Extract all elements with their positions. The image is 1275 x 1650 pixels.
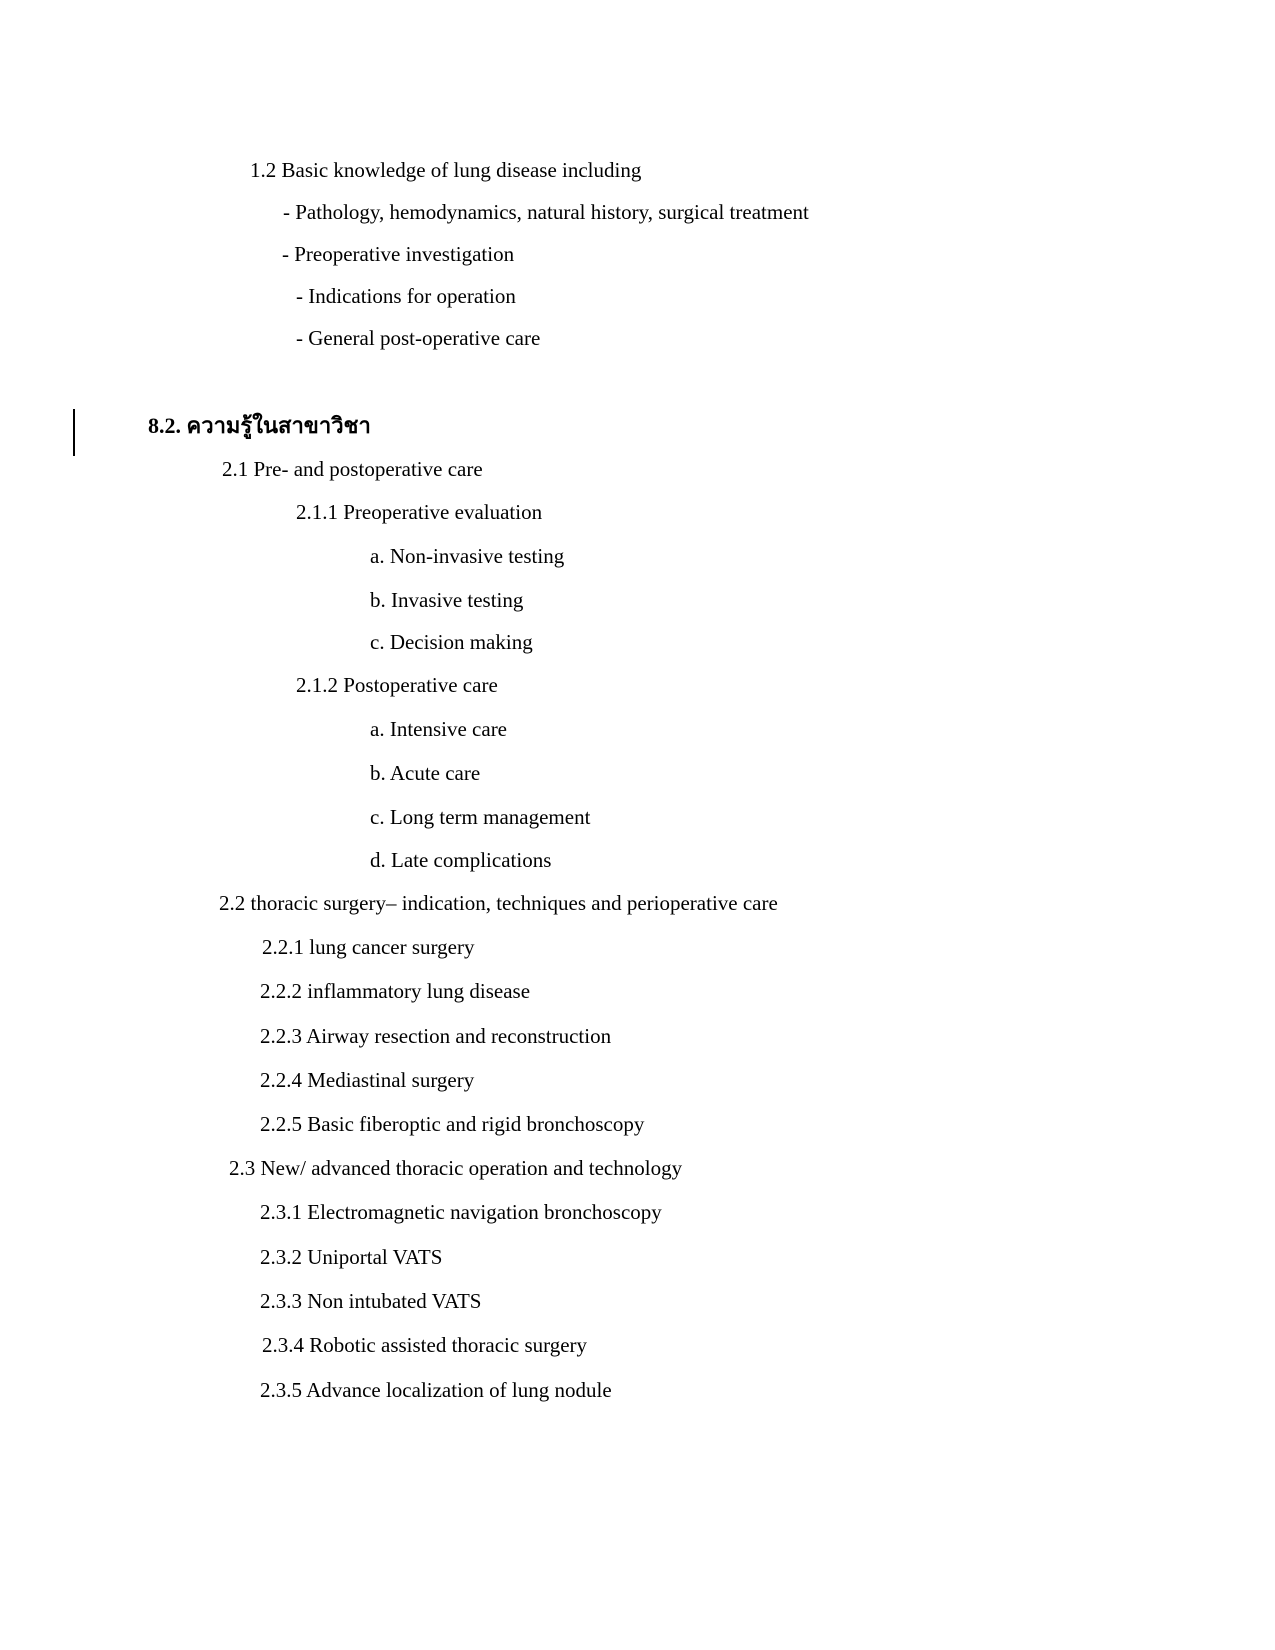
section-2-1-title: 2.1 Pre- and postoperative care: [222, 457, 483, 481]
section-1-2-item: - Indications for operation: [296, 284, 516, 308]
list-item: 2.3.4 Robotic assisted thoracic surgery: [262, 1333, 588, 1357]
section-2-3-title: 2.3 New/ advanced thoracic operation and technology: [229, 1156, 683, 1180]
section-2-2-title: 2.2 thoracic surgery– indication, techniques and perioperative care: [219, 891, 778, 915]
section-1-2-item: - General post-operative care: [296, 326, 541, 350]
list-item: b. Invasive testing: [370, 588, 524, 612]
list-item: c. Decision making: [370, 630, 533, 654]
list-item: b. Acute care: [370, 761, 481, 785]
list-item: 2.3.5 Advance localization of lung nodule: [260, 1378, 612, 1402]
revision-change-bar: [73, 409, 75, 456]
list-item: 2.2.1 lung cancer surgery: [262, 935, 475, 959]
list-item: 2.3.1 Electromagnetic navigation bronchoscopy: [260, 1200, 662, 1224]
list-item: 2.2.5 Basic fiberoptic and rigid bronchoscopy: [260, 1112, 645, 1136]
section-1-2-item: - Preoperative investigation: [282, 242, 515, 266]
section-2-1-2-title: 2.1.2 Postoperative care: [296, 673, 498, 697]
list-item: 2.2.4 Mediastinal surgery: [260, 1068, 475, 1092]
section-2-1-1-title: 2.1.1 Preoperative evaluation: [296, 500, 543, 524]
list-item: 2.2.2 inflammatory lung disease: [260, 979, 531, 1003]
list-item: c. Long term management: [370, 805, 591, 829]
section-1-2-item: - Pathology, hemodynamics, natural history, surgical treatment: [283, 200, 809, 224]
list-item: a. Non-invasive testing: [370, 544, 565, 568]
list-item: a. Intensive care: [370, 717, 508, 741]
list-item: 2.3.3 Non intubated VATS: [260, 1289, 482, 1313]
list-item: 2.3.2 Uniportal VATS: [260, 1245, 443, 1269]
section-1-2-title: 1.2 Basic knowledge of lung disease including: [250, 158, 642, 182]
list-item: d. Late complications: [370, 848, 552, 872]
section-8-2-heading: 8.2. ความรู้ในสาขาวิชา: [148, 413, 371, 438]
list-item: 2.2.3 Airway resection and reconstruction: [260, 1024, 612, 1048]
